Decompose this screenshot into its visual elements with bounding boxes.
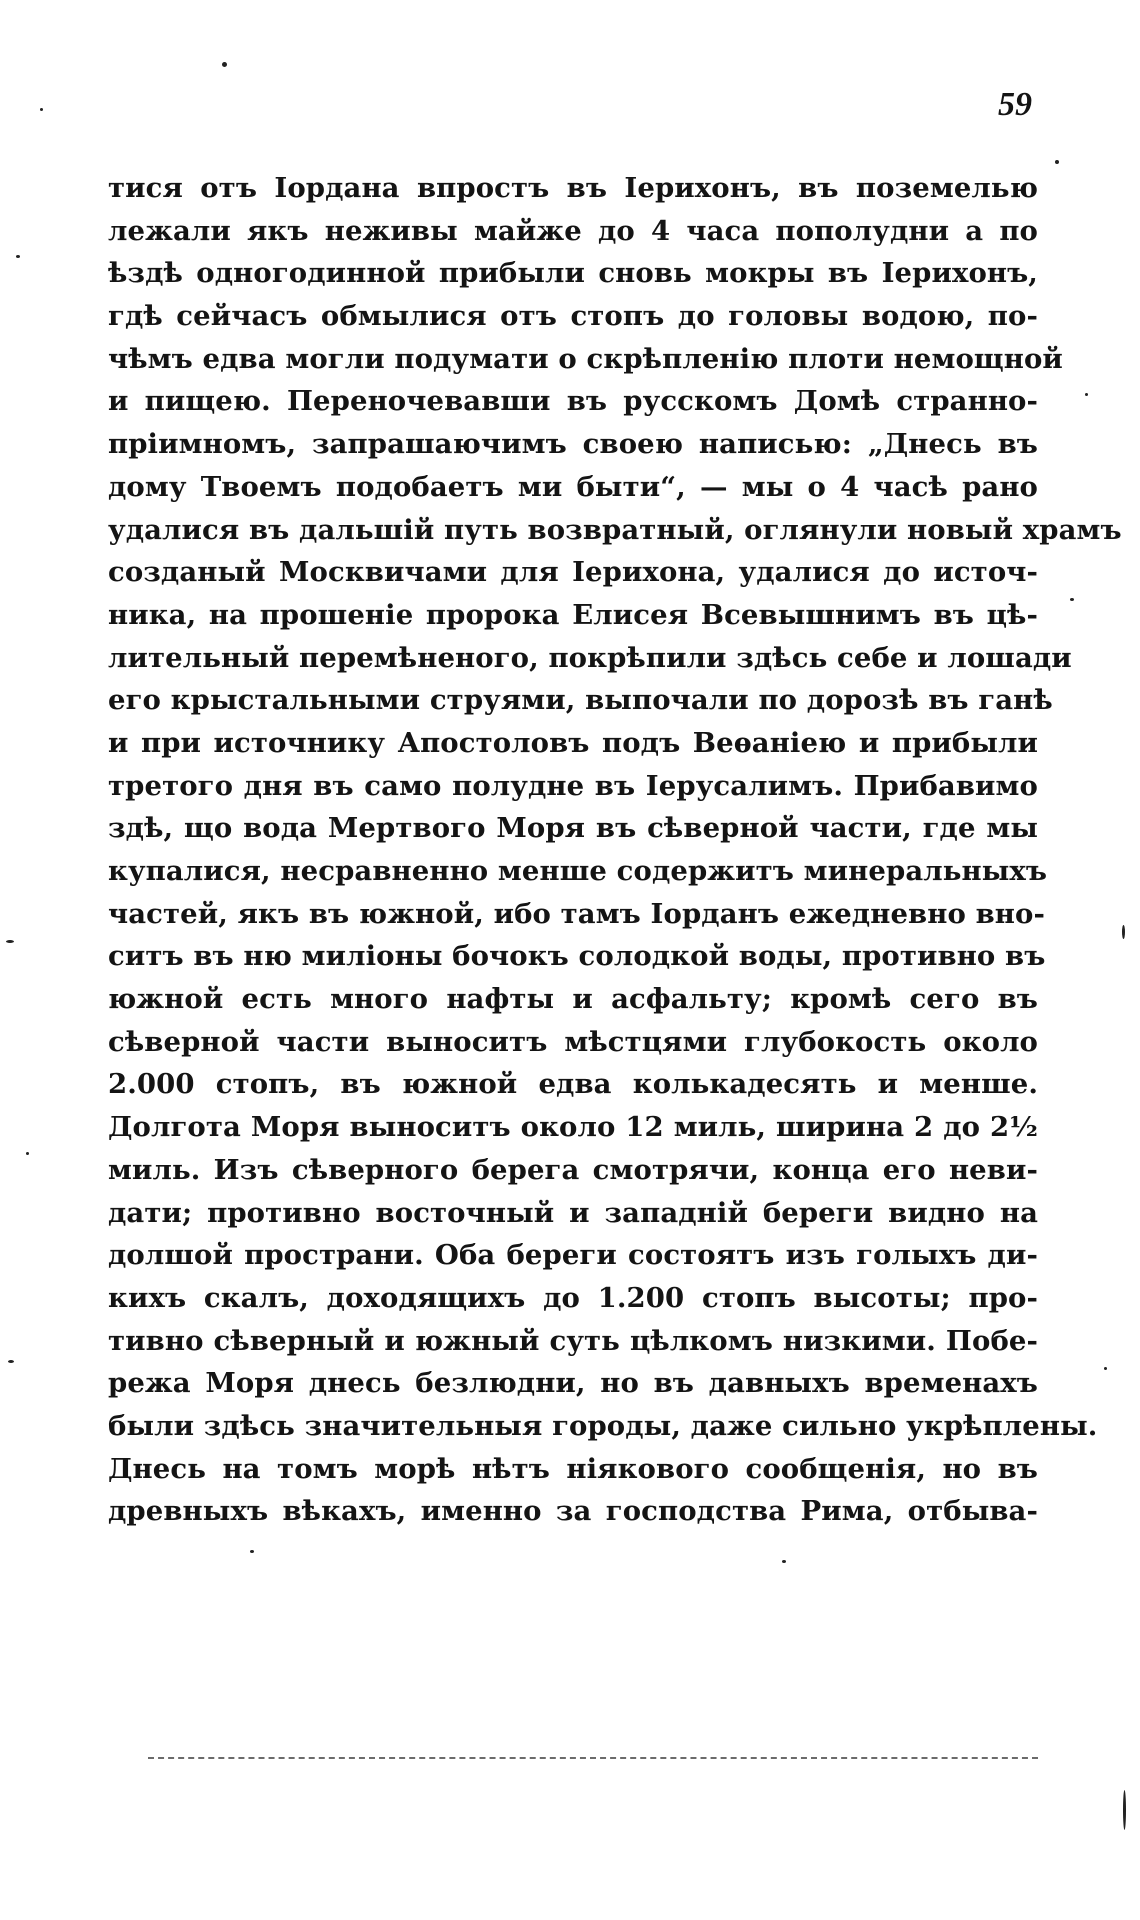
text-line: и пищею. Переночевавши въ русскомъ Домѣ странно- [108, 385, 1038, 418]
text-line: пріимномъ, запрашаючимъ своею написью: „Днесь въ [108, 428, 1038, 461]
text-line: тися отъ Іордана впростъ въ Іерихонъ, въ поземелью [108, 172, 1038, 204]
text-line: третого дня въ само полудне въ Іерусалимъ. Прибавимо [108, 769, 1038, 802]
text-line: купалися, несравненно менше содержитъ минеральныхъ [108, 855, 1048, 887]
scan-speck [1123, 1790, 1126, 1830]
scan-speck [1055, 160, 1059, 164]
scan-speck [26, 1152, 29, 1155]
text-line: чѣмъ едва могли подумати о скрѣпленію плоти немощной [108, 342, 1063, 375]
text-line: ника, на прошеніе пророка Елисея Всевышнимъ въ цѣ- [108, 598, 1038, 631]
scan-speck [1104, 1367, 1107, 1370]
text-line: 2.000 стопъ, въ южной едва колькадесять и менше. [108, 1068, 1038, 1101]
scan-speck [16, 255, 20, 258]
scan-speck [1085, 393, 1088, 396]
page-number: 59 [998, 86, 1032, 123]
scan-speck [1122, 925, 1125, 939]
text-line: дати; противно восточный и западній береги видно на [108, 1196, 1038, 1229]
text-line: удалися въ дальшій путь возвратный, оглянули новый храмъ [108, 513, 1122, 546]
body-text [108, 167, 1122, 1533]
scan-speck [782, 1560, 786, 1563]
text-line: миль. Изъ сѣверного берега смотрячи, конца его неви- [108, 1153, 1038, 1186]
text-line: ситъ въ ню миліоны бочокъ солодкой воды, противно въ [108, 940, 1046, 973]
text-line: сѣверной части выноситъ мѣстцями глубокость около [108, 1025, 1038, 1058]
text-line: режа Моря днесь безлюдни, но въ давныхъ временахъ [108, 1367, 1038, 1400]
text-line: гдѣ сейчасъ обмылися отъ стопъ до головы водою, по- [108, 300, 1038, 333]
text-line: долшой пространи. Оба береги состоятъ изъ голыхъ ди- [108, 1239, 1038, 1272]
text-line: его крыстальными струями, выпочали по дорозѣ въ ганѣ [108, 684, 1053, 717]
text-line: тивно сѣверный и южный суть цѣлкомъ низкими. Побе- [108, 1324, 1038, 1357]
scan-speck [6, 940, 14, 943]
text-line: были здѣсь значительныя городы, даже сильно укрѣплены. [108, 1409, 1098, 1442]
text-line: дому Твоемъ подобаетъ ми быти“, — мы о 4 часѣ рано [108, 470, 1038, 503]
text-line: кихъ скалъ, доходящихъ до 1.200 стопъ высоты; про- [108, 1281, 1038, 1314]
text-line: Долгота Моря выноситъ около 12 миль, ширина 2 до 2½ [108, 1111, 1038, 1144]
scan-speck [40, 108, 43, 111]
scan-speck [250, 1550, 254, 1553]
scan-speck [222, 62, 227, 67]
footer-rule [148, 1757, 1038, 1759]
text-line: здѣ, що вода Мертвого Моря въ сѣверной части, где мы [108, 812, 1038, 845]
text-line: созданый Москвичами для Іерихона, удалися до источ- [108, 556, 1038, 589]
text-line: ѣздѣ одногодинной прибыли сновь мокры въ Іерихонъ, [108, 257, 1038, 290]
text-line: древныхъ вѣкахъ, именно за господства Рима, отбыва- [108, 1495, 1038, 1528]
text-line: южной есть много нафты и асфальту; кромѣ сего въ [108, 983, 1038, 1016]
text-line: лежали якъ неживы майже до 4 часа пополудни а по [108, 214, 1038, 247]
text-line: частей, якъ въ южной, ибо тамъ Іорданъ ежедневно вно- [108, 897, 1045, 930]
text-line: и при источнику Апостоловъ подъ Веѳаніею и прибыли [108, 726, 1038, 759]
text-line: лительный перемѣненого, покрѣпили здѣсь себе и лошади [108, 641, 1072, 674]
scan-speck [8, 1360, 14, 1363]
scan-speck [1070, 598, 1074, 601]
text-line: Днесь на томъ морѣ нѣтъ ніякового сообщенія, но въ [108, 1452, 1038, 1485]
